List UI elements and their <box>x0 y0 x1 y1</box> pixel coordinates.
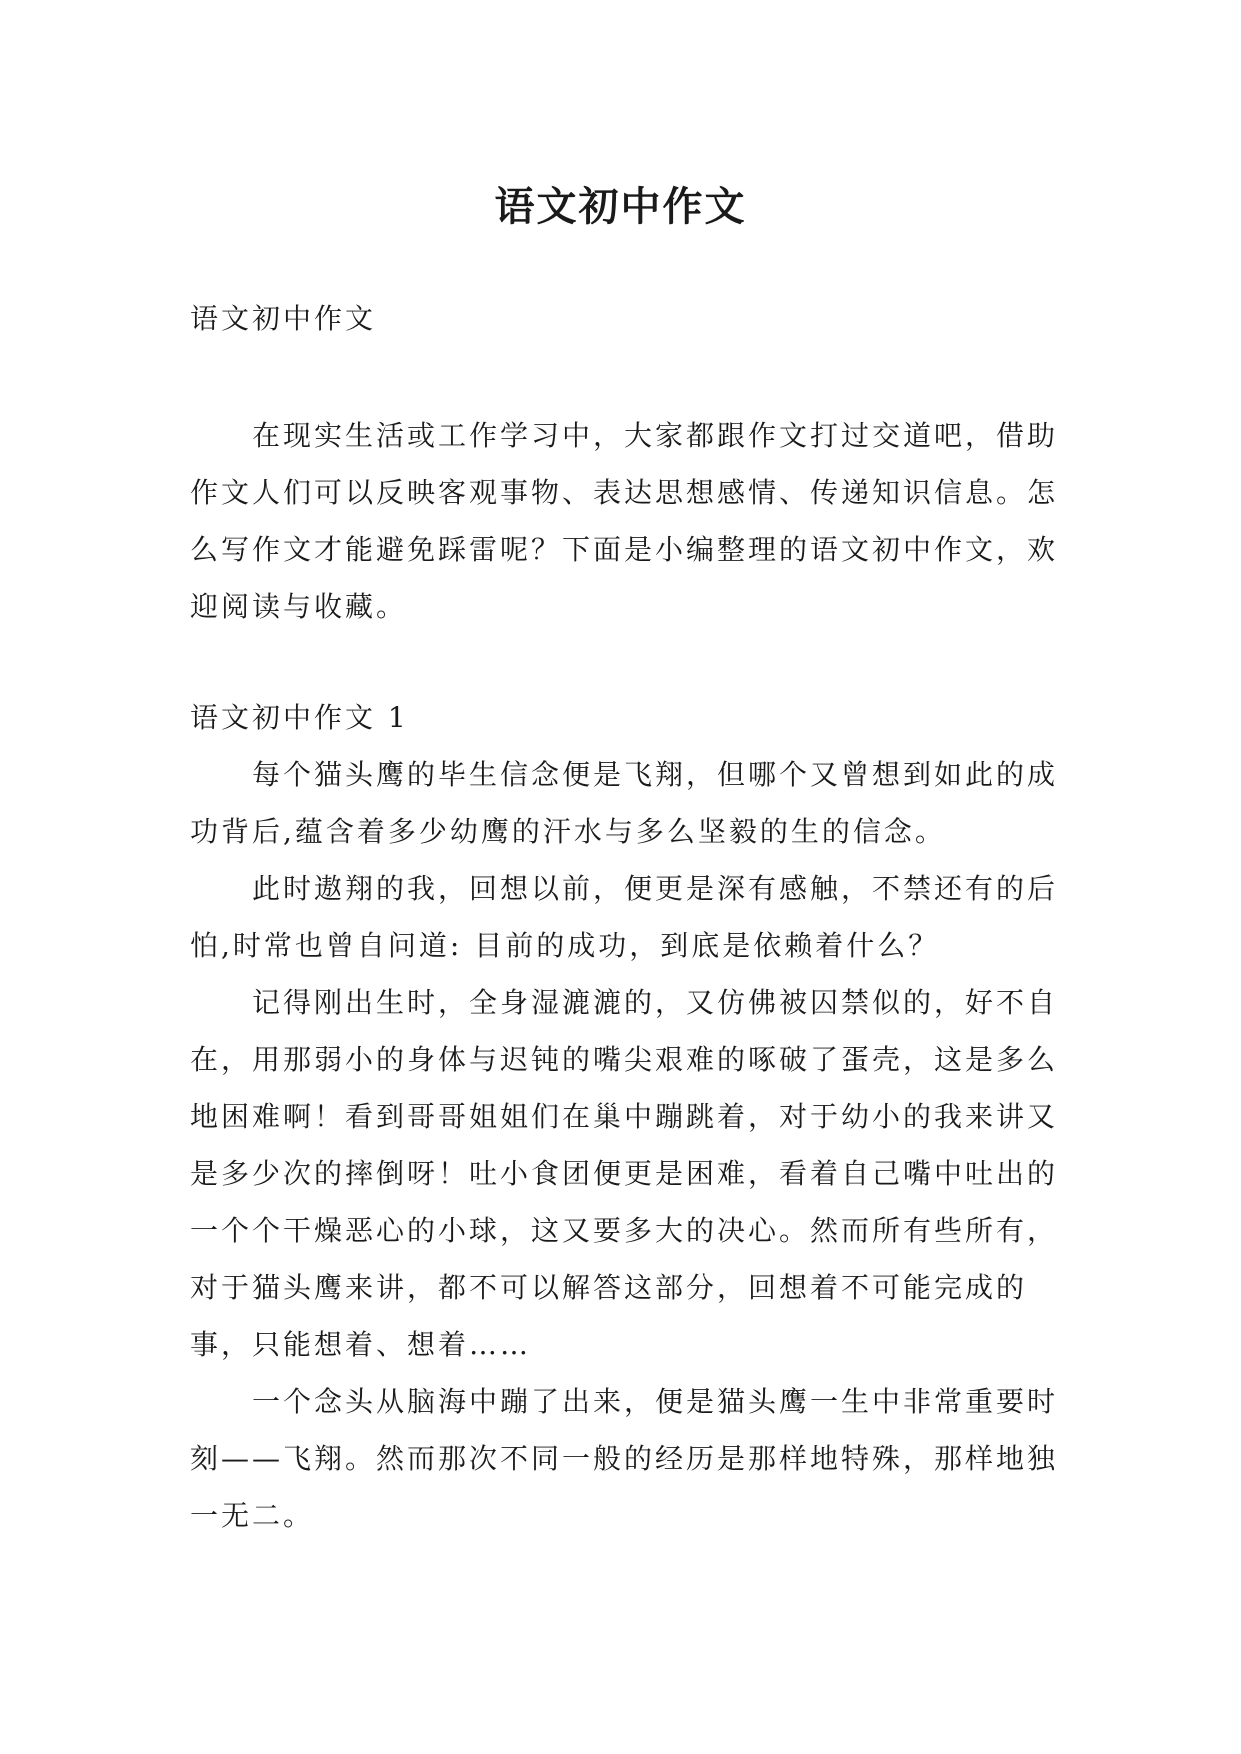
essay-section <box>190 689 1058 1544</box>
essay-paragraph: 此时遨翔的我，回想以前，便更是深有感触，不禁还有的后怕,时常也曾自问道: 目前的成功，到底是依赖着什么？ <box>190 872 1059 962</box>
essay-heading: 语文初中作文 1 <box>190 701 409 734</box>
essay-paragraph: 记得刚出生时，全身湿漉漉的，又仿佛被囚禁似的，好不自在，用那弱小的身体与迟钝的嘴尖艰难的啄破了蛋壳，这是多么地困难啊！看到哥哥姐姐们在巢中蹦跳着，对于幼小的我来讲又是多少次的摔倒呀！吐小食团便更是困难，看着自己嘴中吐出的一个个干燥恶心的小球，这又要多大的决心。然而所有些所有，对于猫头鹰来讲，都不可以解答这部分，回想着不可能完成的事，只能想着、想着…… <box>190 986 1059 1361</box>
essay-paragraph: 一个念头从脑海中蹦了出来，便是猫头鹰一生中非常重要时刻——飞翔。然而那次不同一般的经历是那样地特殊，那样地独一无二。 <box>190 1385 1059 1532</box>
intro-paragraph: 在现实生活或工作学习中，大家都跟作文打过交道吧，借助作文人们可以反映客观事物、表达思想感情、传递知识信息。怎么写作文才能避免踩雷呢？下面是小编整理的语文初中作文，欢迎阅读与收藏。 <box>190 419 1059 623</box>
intro-section <box>190 407 1058 635</box>
document-subtitle <box>190 290 1058 347</box>
essay-paragraph: 每个猫头鹰的毕生信念便是飞翔，但哪个又曾想到如此的成功背后,蕴含着多少幼鹰的汗水与多么坚毅的生的信念。 <box>190 758 1059 848</box>
document-title: 语文初中作文 <box>494 182 747 230</box>
subtitle-text: 语文初中作文 <box>190 302 377 335</box>
